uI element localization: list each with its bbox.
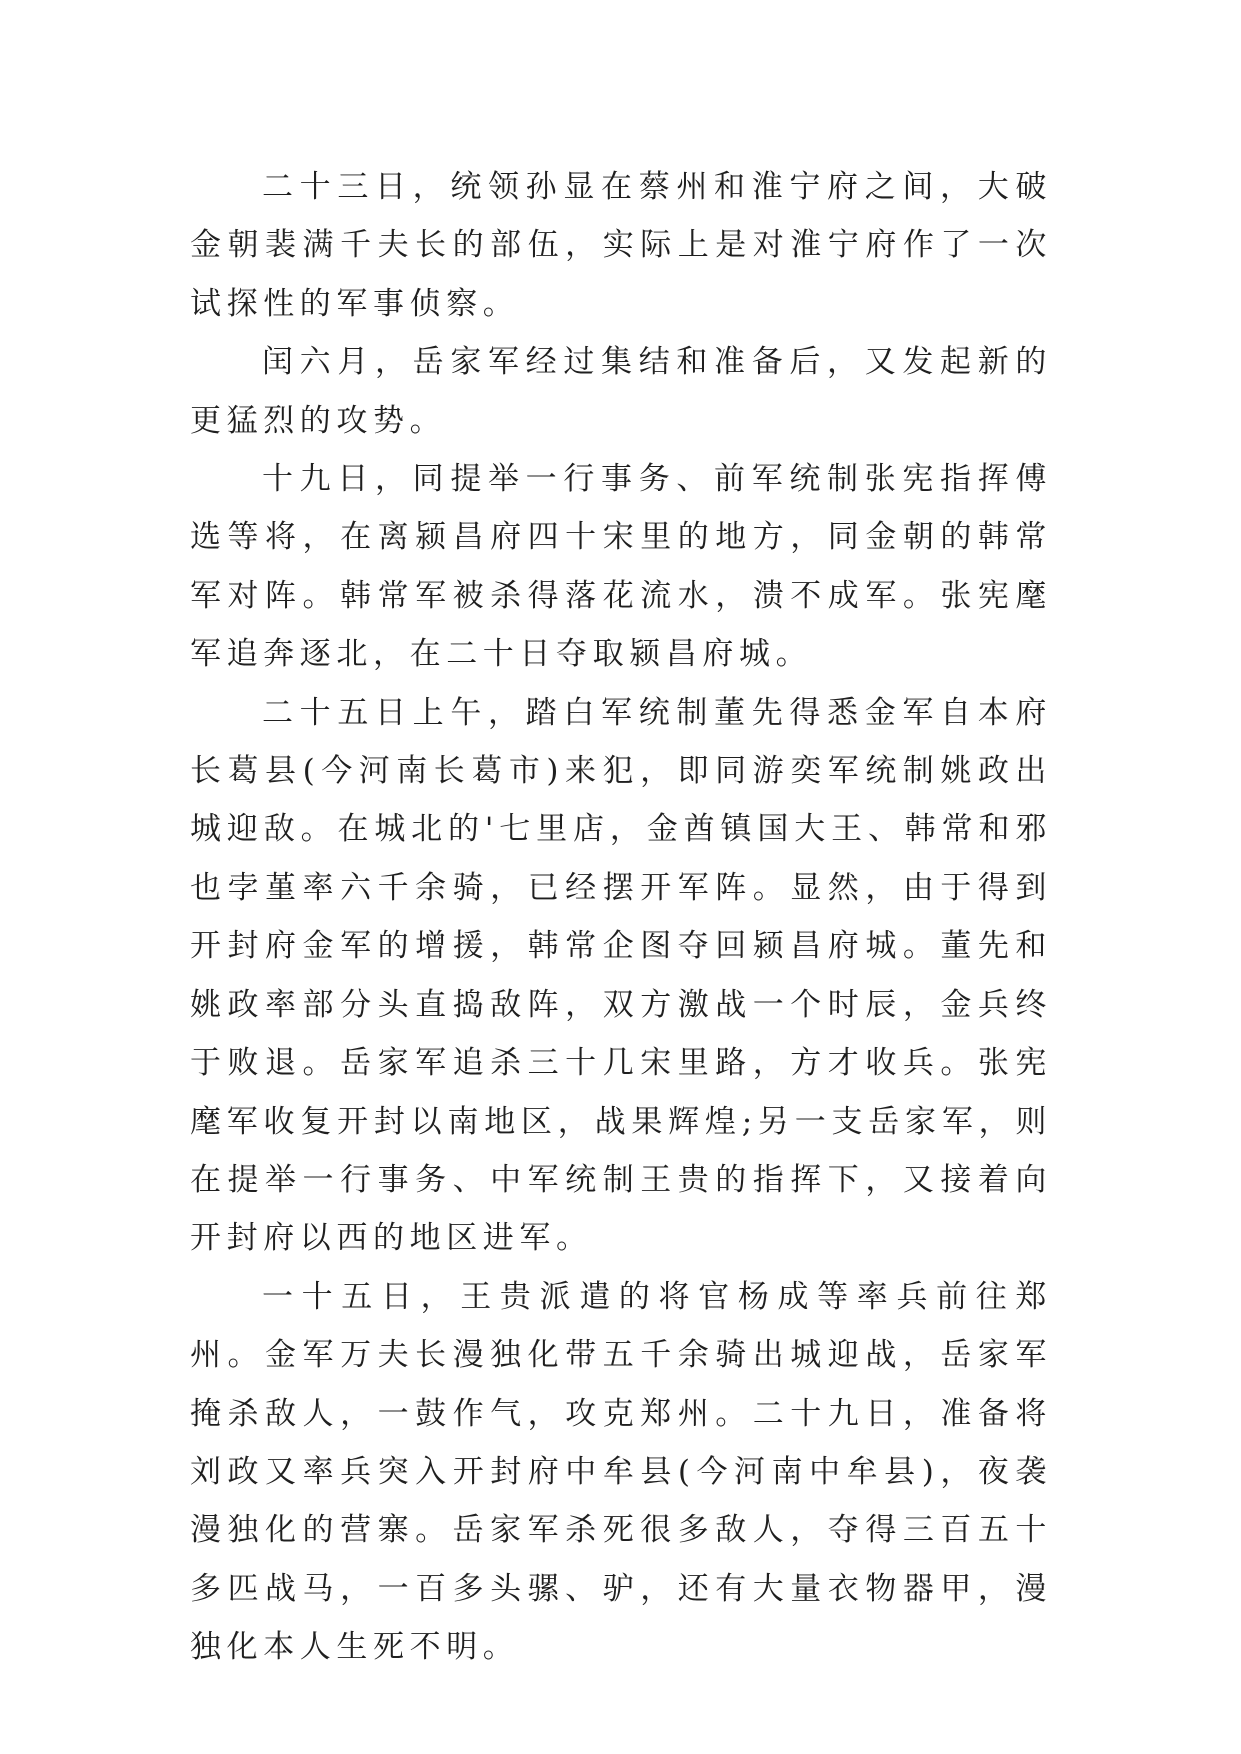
paragraph-5: 一十五日，王贵派遣的将官杨成等率兵前往郑州。金军万夫长漫独化带五千余骑出城迎战，岳家军掩杀敌人，一鼓作气，攻克郑州。二十九日，准备将刘政又率兵突入开封府中牟县(今河南中牟县)，夜袭漫独化的营寨。岳家军杀死很多敌人，夺得三百五十多匹战马，一百多头骡、驴，还有大量衣物器甲，漫独化本人生死不明。 <box>190 1278 1052 1666</box>
paragraph-3: 十九日，同提举一行事务、前军统制张宪指挥傅选等将，在离颍昌府四十宋里的地方，同金朝的韩常军对阵。韩常军被杀得落花流水，溃不成军。张宪麾军追奔逐北，在二十日夺取颍昌府城。 <box>190 461 1052 673</box>
body-text <box>190 158 1052 1677</box>
paragraph-2: 闰六月，岳家军经过集结和准备后，又发起新的更猛烈的攻势。 <box>190 344 1052 439</box>
paragraph-1: 二十三日，统领孙显在蔡州和淮宁府之间，大破金朝裴满千夫长的部伍，实际上是对淮宁府作了一次试探性的军事侦察。 <box>190 169 1052 322</box>
paragraph-4: 二十五日上午，踏白军统制董先得悉金军自本府长葛县(今河南长葛市)来犯，即同游奕军统制姚政出城迎敌。在城北的'七里店，金酋镇国大王、韩常和邪也孛堇率六千余骑，已经摆开军阵。显然，由于得到开封府金军的增援，韩常企图夺回颍昌府城。董先和姚政率部分头直捣敌阵，双方激战一个时辰，金兵终于败退。岳家军追杀三十几宋里路，方才收兵。张宪麾军收复开封以南地区，战果辉煌;另一支岳家军，则在提举一行事务、中军统制王贵的指挥下，又接着向开封府以西的地区进军。 <box>190 694 1052 1257</box>
